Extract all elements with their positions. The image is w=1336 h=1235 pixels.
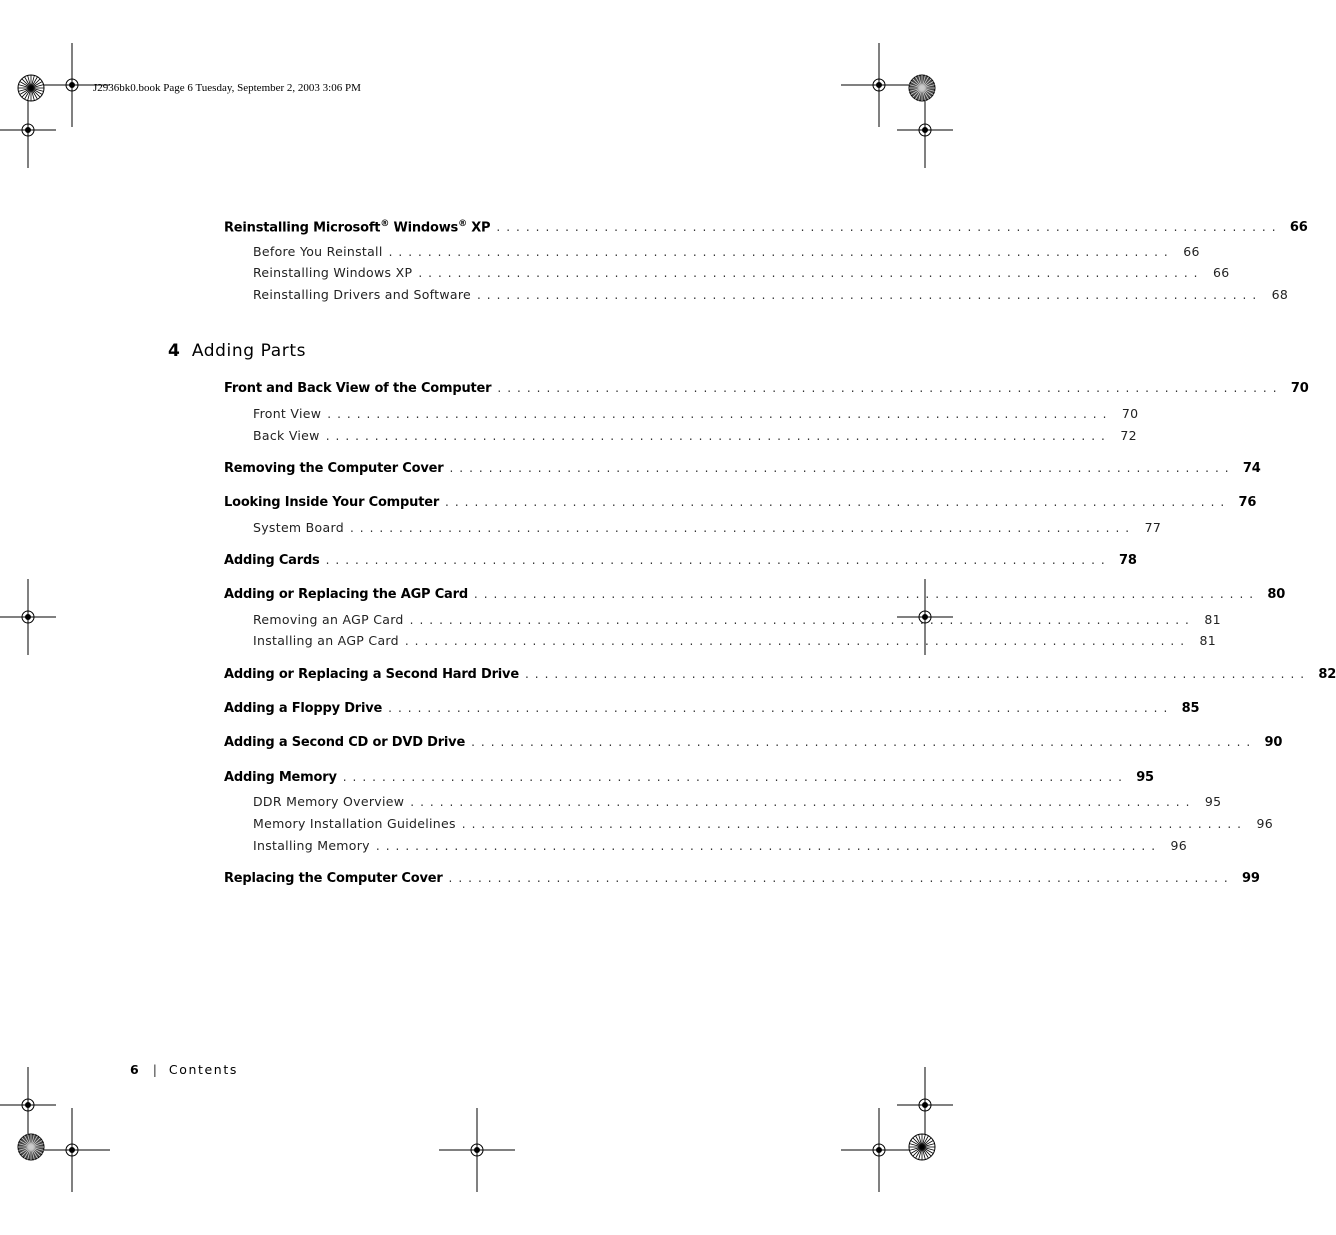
toc-subentry-page: 81 xyxy=(1204,612,1221,627)
toc-entry[interactable] xyxy=(224,381,1309,399)
toc-entry-reinstalling-windows[interactable] xyxy=(224,219,1308,237)
toc-subentry-title: Before You Reinstall xyxy=(253,244,383,259)
dot-leader: . . . . . . . . . . . . . . . . . . . . . . . . . . . . . . . . . . . . . . . . . . . . . . . . . . . . . . . . . . . . . . . . . . . . . . . . . . . . . . . . xyxy=(325,429,1105,443)
book-header: J2936bk0.book Page 6 Tuesday, September 2, 2003 3:06 PM xyxy=(93,82,361,94)
toc-entry[interactable] xyxy=(224,495,1257,513)
toc-entry-title: Reinstalling Microsoft® Windows® XP xyxy=(224,219,491,236)
dot-leader: . . . . . . . . . . . . . . . . . . . . . . . . . . . . . . . . . . . . . . . . . . . . . . . . . . . . . . . . . . . . . . . . . . . . . . . . . . . . . . . . xyxy=(473,587,1254,601)
toc-subentry[interactable] xyxy=(253,612,1221,630)
page-footer xyxy=(130,1062,238,1077)
toc-subentry-title: Installing Memory xyxy=(253,838,370,853)
dot-leader: . . . . . . . . . . . . . . . . . . . . . . . . . . . . . . . . . . . . . . . . . . . . . . . . . . . . . . . . . . . . . . . . . . . . . . . . . . . . . . . . xyxy=(471,735,1251,749)
dot-leader: . . . . . . . . . . . . . . . . . . . . . . . . . . . . . . . . . . . . . . . . . . . . . . . . . . . . . . . . . . . . . . . . . . . . . . . . . . . . . . . . xyxy=(449,461,1229,475)
toc-entry-title: Replacing the Computer Cover xyxy=(224,871,443,886)
dot-leader: . . . . . . . . . . . . . . . . . . . . . . . . . . . . . . . . . . . . . . . . . . . . . . . . . . . . . . . . . . . . . . . . . . . . . . . . . . . . . . . . xyxy=(342,770,1122,784)
dot-leader: . . . . . . . . . . . . . . . . . . . . . . . . . . . . . . . . . . . . . . . . . . . . . . . . . . . . . . . . . . . . . . . . . . . . . . . . . . . . . . . . xyxy=(448,871,1228,885)
toc-subentry-page: 77 xyxy=(1144,520,1162,535)
toc-subentry[interactable] xyxy=(253,794,1222,812)
dot-leader: . . . . . . . . . . . . . . . . . . . . . . . . . . . . . . . . . . . . . . . . . . . . . . . . . . . . . . . . . . . . . . . . . . . . . . . . . . . . . . . . xyxy=(410,795,1190,809)
toc-entry-title: Removing the Computer Cover xyxy=(224,461,444,476)
toc-entry-page: 82 xyxy=(1318,667,1336,682)
toc-subentry-page: 95 xyxy=(1204,794,1222,809)
footer-separator: | xyxy=(152,1062,157,1077)
toc-entry-page: 80 xyxy=(1267,587,1286,602)
toc-entry[interactable] xyxy=(224,701,1200,719)
chapter-heading xyxy=(168,341,306,361)
toc-entry-page: 95 xyxy=(1136,770,1154,785)
toc-entry[interactable] xyxy=(224,553,1137,571)
toc-entry-page: 66 xyxy=(1289,220,1308,236)
toc-entry[interactable] xyxy=(224,587,1286,605)
chapter-title: Adding Parts xyxy=(191,341,307,361)
toc-entry-page: 78 xyxy=(1119,553,1137,568)
toc-entry[interactable] xyxy=(224,667,1336,685)
toc-entry-page: 85 xyxy=(1181,701,1200,716)
toc-subentry-page: 96 xyxy=(1256,816,1273,831)
toc-subentry[interactable] xyxy=(253,816,1273,834)
toc-subentry-title: Reinstalling Windows XP xyxy=(253,265,413,280)
toc-subentry-title: Back View xyxy=(253,428,320,443)
dot-leader: . . . . . . . . . . . . . . . . . . . . . . . . . . . . . . . . . . . . . . . . . . . . . . . . . . . . . . . . . . . . . . . . . . . . . . . . . . . . . . . . xyxy=(388,245,1168,259)
chapter-number: 4 xyxy=(168,341,180,361)
toc-entry-title: Adding or Replacing a Second Hard Drive xyxy=(224,667,519,682)
dot-leader: . . . . . . . . . . . . . . . . . . . . . . . . . . . . . . . . . . . . . . . . . . . . . . . . . . . . . . . . . . . . . . . . . . . . . . . . . . . . . . . . xyxy=(375,839,1156,853)
toc-subentry-title: Reinstalling Drivers and Software xyxy=(253,287,471,302)
dot-leader: . . . . . . . . . . . . . . . . . . . . . . . . . . . . . . . . . . . . . . . . . . . . . . . . . . . . . . . . . . . . . . . . . . . . . . . . . . . . . . . . xyxy=(325,553,1105,567)
toc-entry[interactable] xyxy=(224,770,1154,788)
toc-subentry[interactable] xyxy=(253,287,1289,305)
toc-entry-page: 70 xyxy=(1290,381,1309,396)
dot-leader: . . . . . . . . . . . . . . . . . . . . . . . . . . . . . . . . . . . . . . . . . . . . . . . . . . . . . . . . . . . . . . . . . . . . . . . . . . . . . . . . xyxy=(349,521,1130,535)
dot-leader: . . . . . . . . . . . . . . . . . . . . . . . . . . . . . . . . . . . . . . . . . . . . . . . . . . . . . . . . . . . . . . . . . . . . . . . . . . . . . . . . xyxy=(388,701,1168,715)
toc-subentry-title: Front View xyxy=(253,406,322,421)
toc-entry-title: Adding Memory xyxy=(224,770,337,785)
toc-entry-title: Adding Cards xyxy=(224,553,320,568)
toc-subentry[interactable] xyxy=(253,265,1230,283)
dot-leader: . . . . . . . . . . . . . . . . . . . . . . . . . . . . . . . . . . . . . . . . . . . . . . . . . . . . . . . . . . . . . . . . . . . . . . . . . . . . . . . . xyxy=(524,667,1305,681)
toc-entry[interactable] xyxy=(224,735,1283,753)
toc-entry-title: Adding a Second CD or DVD Drive xyxy=(224,735,466,750)
toc-entry[interactable] xyxy=(224,461,1261,479)
toc-subentry-title: System Board xyxy=(253,520,344,535)
dot-leader: . . . . . . . . . . . . . . . . . . . . . . . . . . . . . . . . . . . . . . . . . . . . . . . . . . . . . . . . . . . . . . . . . . . . . . . . . . . . . . . . xyxy=(496,220,1276,235)
toc-subentry-page: 68 xyxy=(1271,287,1289,302)
dot-leader: . . . . . . . . . . . . . . . . . . . . . . . . . . . . . . . . . . . . . . . . . . . . . . . . . . . . . . . . . . . . . . . . . . . . . . . . . . . . . . . . xyxy=(476,288,1257,302)
toc-entry-title: Adding a Floppy Drive xyxy=(224,701,383,716)
dot-leader: . . . . . . . . . . . . . . . . . . . . . . . . . . . . . . . . . . . . . . . . . . . . . . . . . . . . . . . . . . . . . . . . . . . . . . . . . . . . . . . . xyxy=(418,266,1198,280)
toc-entry[interactable] xyxy=(224,871,1260,889)
toc-subentry[interactable] xyxy=(253,244,1200,262)
toc-subentry[interactable] xyxy=(253,838,1188,856)
toc-entry-page: 99 xyxy=(1242,871,1260,886)
toc-entry-page: 90 xyxy=(1264,735,1283,750)
dot-leader: . . . . . . . . . . . . . . . . . . . . . . . . . . . . . . . . . . . . . . . . . . . . . . . . . . . . . . . . . . . . . . . . . . . . . . . . . . . . . . . . xyxy=(445,495,1225,509)
toc-entry-page: 76 xyxy=(1238,495,1257,510)
dot-leader: . . . . . . . . . . . . . . . . . . . . . . . . . . . . . . . . . . . . . . . . . . . . . . . . . . . . . . . . . . . . . . . . . . . . . . . . . . . . . . . . xyxy=(327,407,1107,421)
toc-subentry-title: Memory Installation Guidelines xyxy=(253,816,456,831)
toc-entry-title: Looking Inside Your Computer xyxy=(224,495,440,510)
toc-subentry-page: 70 xyxy=(1121,406,1139,421)
toc-subentry[interactable] xyxy=(253,406,1139,424)
toc-subentry[interactable] xyxy=(253,520,1162,538)
toc-subentry-title: Removing an AGP Card xyxy=(253,612,404,627)
toc-subentry-page: 66 xyxy=(1183,244,1200,259)
toc-subentry-title: DDR Memory Overview xyxy=(253,794,405,809)
toc-entry-page: 74 xyxy=(1242,461,1261,476)
dot-leader: . . . . . . . . . . . . . . . . . . . . . . . . . . . . . . . . . . . . . . . . . . . . . . . . . . . . . . . . . . . . . . . . . . . . . . . . . . . . . . . . xyxy=(497,381,1277,395)
toc-subentry-title: Installing an AGP Card xyxy=(253,633,399,648)
toc-subentry-page: 81 xyxy=(1199,633,1217,648)
dot-leader: . . . . . . . . . . . . . . . . . . . . . . . . . . . . . . . . . . . . . . . . . . . . . . . . . . . . . . . . . . . . . . . . . . . . . . . . . . . . . . . . xyxy=(404,634,1185,648)
toc-subentry[interactable] xyxy=(253,633,1217,651)
toc-entry-title: Front and Back View of the Computer xyxy=(224,381,492,396)
toc-subentry-page: 66 xyxy=(1212,265,1230,280)
toc-subentry-page: 96 xyxy=(1170,838,1188,853)
dot-leader: . . . . . . . . . . . . . . . . . . . . . . . . . . . . . . . . . . . . . . . . . . . . . . . . . . . . . . . . . . . . . . . . . . . . . . . . . . . . . . . . xyxy=(409,613,1189,627)
page-number: 6 xyxy=(130,1062,139,1077)
dot-leader: . . . . . . . . . . . . . . . . . . . . . . . . . . . . . . . . . . . . . . . . . . . . . . . . . . . . . . . . . . . . . . . . . . . . . . . . . . . . . . . . xyxy=(461,817,1241,831)
toc-subentry[interactable] xyxy=(253,428,1137,446)
toc-subentry-page: 72 xyxy=(1120,428,1137,443)
footer-section-label: Contents xyxy=(168,1062,238,1077)
toc-entry-title: Adding or Replacing the AGP Card xyxy=(224,587,468,602)
